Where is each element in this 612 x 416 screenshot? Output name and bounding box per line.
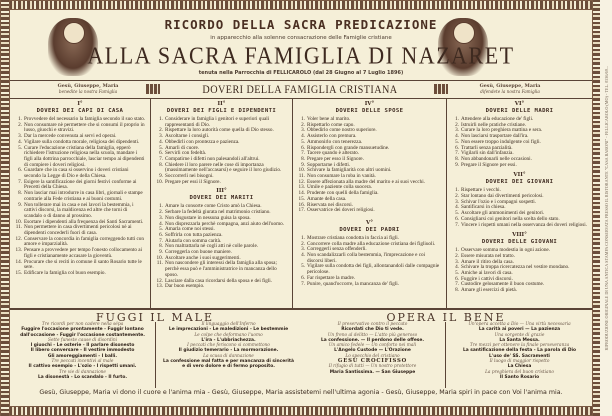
duty-item: Dar la mercede convenuta ai servi ed operai. — [24, 133, 117, 140]
duty-item: Vincere i rispetti umani nella osservanza dei doveri religiosi. — [461, 221, 588, 228]
duty-item: Assisterlo con premura. — [307, 133, 357, 140]
maxim-line: Maria Santissima. — San Giuseppe — [329, 369, 416, 375]
duty-item: Amiche ai lavori di casa. — [461, 270, 513, 277]
duty-item: Ascoltarne i consigli. — [165, 133, 210, 140]
opera-il-bene-title: OPERA IL BENE — [386, 311, 506, 324]
duty-item: Curare l'educazione cristiana della famiglia, epperò richiedere l'istruzione religiosa nella scuola, mandare i figli alla dottrina parrocchiale, lasciar tempo ai dipendenti di compiere i doveri religiosi. — [24, 144, 145, 168]
duty-item: Procurare che si reciti in comune il santo Rosario tutte le sere. — [24, 258, 142, 271]
duty-item: Prudente con quelli della famiglia. — [307, 190, 379, 197]
duty-item: Essere affezionata alla madre del marito e ai suoi vecchi. — [307, 178, 426, 185]
duty-item: Amarli di cuore. — [165, 144, 200, 151]
column-3 — [292, 98, 446, 308]
duty-item: Soffrirla con tutta pazienza. — [165, 231, 223, 238]
duties-list — [297, 236, 442, 287]
duty-item: Mostrare cristiana condotta in faccia ai figli. — [307, 234, 400, 241]
duties-list — [155, 117, 288, 185]
header-title: RICORDO DELLA SACRA PREDICAZIONE — [164, 17, 438, 32]
section-padri — [297, 220, 442, 287]
column-2 — [150, 98, 292, 308]
duty-item: Pregare il Signore per essi. — [461, 161, 517, 168]
maxim-line: Tre peccati incentivi al male — [51, 359, 114, 365]
fuggi-il-male-title: FUGGI IL MALE — [95, 311, 214, 324]
duty-item: Voler bene al marito. — [307, 116, 351, 122]
ornament-icon — [146, 84, 160, 94]
duty-item: Punire, quand'occorre, la mancanza de' figli. — [307, 280, 400, 287]
duty-item: Non tollerare mai in casa e nei lavori la bestemmia, i cattivi discorsi, la maldicenza ed altre che torni di scandalo o di danno al prossimo. — [24, 201, 134, 219]
maxim-line: Il preservativo contro il peccato — [337, 322, 408, 327]
maxim-line: L'Angelo Custode — L'Orazione — [334, 348, 411, 354]
duties-list — [451, 248, 588, 294]
maxim-line: L'ira - L'ubbriachezza. — [201, 337, 256, 343]
duty-item: Trattarli senza parzialità. — [461, 144, 513, 151]
maxim-line: Fuggire l'occasione prontamente - Fuggir lontano — [21, 327, 144, 333]
duty-item: Non permettere in casa divertimenti pericolosi nè ai dipendenti concederli fuori di casa. — [24, 224, 132, 237]
maxim-line: Lo specchio del cristiano — [345, 353, 400, 359]
main-title: ALLA SACRA FAMIGLIA DI NAZARET — [87, 41, 515, 70]
banner-title: DOVERI DELLA FAMIGLIA CRISTIANA — [202, 82, 398, 96]
maxim-line: Un'opera accetta a Dio — Una virtù necessaria — [468, 322, 571, 327]
duty-item: Chiedere il loro parere nelle cose di importanza (massimamente nell'accasarsi) e seguire il loro giudizio. — [165, 161, 282, 174]
bottom-chain-border — [0, 406, 600, 416]
duty-item: Amarla come noi stessi. — [165, 226, 215, 233]
section-number: VIII° — [512, 232, 527, 239]
duty-item: Curare la loro preghiera mattina e sera. — [461, 127, 543, 134]
maxims-col-3 — [300, 322, 445, 388]
duty-item: Osservare somma modestia in ogni azione. — [461, 247, 551, 254]
section-figli-dipendenti — [155, 101, 288, 185]
maxim-line: La preghiera del buon cristiano — [485, 369, 554, 375]
duties-list — [451, 188, 588, 228]
duty-item: Tacere quando è alterato. — [307, 150, 360, 157]
duty-item: Compatirne i difetti non palesandoli all'altrui. — [165, 155, 260, 162]
duty-item: Non consumare la roba in vanità. — [307, 173, 376, 180]
section-number: V° — [365, 219, 374, 226]
duty-item: Vigilarli sin dall'infanzia. — [461, 150, 514, 157]
maxim-line: I peccati che feriscono si commettono — [187, 343, 270, 349]
duty-item: Edificare la famiglia col buon esempio. — [24, 269, 106, 276]
section-mariti — [155, 188, 288, 290]
maxim-line: Tre vie di dannazione — [59, 369, 106, 375]
duty-item: Pregare per esso il Signore. — [307, 155, 364, 162]
section-number: VI° — [514, 101, 525, 107]
duty-item: Non consumare nè permettere che si consumi il proprio in lusso, giuochi e stravizi. — [24, 121, 145, 134]
maxim-line: Le imprecazioni - Le maledizioni - Le bestemmie — [168, 327, 289, 333]
duty-item: Rispettare i vecchi. — [461, 187, 501, 194]
duty-item: Amare la consorte come Cristo amò la Chiesa. — [165, 203, 262, 210]
duty-item: Obbedirli con prontezza e pazienza. — [165, 138, 240, 145]
duty-item: Amare il ritiro della casa. — [461, 258, 514, 265]
maxim-line: Ricordati che Dio ti vede. — [341, 327, 404, 333]
section-title: DOVERI DELLE MADRI — [485, 108, 554, 114]
duty-item: Schivar l'ozio e i compagni sospetti. — [461, 198, 536, 205]
duty-item: Guardare che in casa si osservino i doveri cristiani secondo la Legge di Dio e della Chiesa. — [24, 167, 129, 180]
duty-item: Non maltrattarla nè cogli atti nè colle parole. — [165, 243, 259, 250]
maxim-line: Il libero conversare - Il vestire immodesto — [30, 348, 135, 354]
duty-item: Ascoltare anche i suoi suggerimenti. — [165, 254, 241, 261]
section-number: IV° — [364, 101, 375, 107]
duties-columns — [10, 98, 592, 308]
section-giovani-f — [451, 232, 588, 294]
maxim-line: GESÙ CROCIFISSO — [337, 358, 408, 365]
ornament-icon — [434, 84, 448, 94]
maxim-line: Un amico fedele — Un conforto nei mali — [328, 343, 417, 349]
duty-item: Rispettarlo come capo. — [307, 121, 355, 128]
maxim-line: La carità ai poveri — La pazienza — [478, 327, 561, 333]
maxim-line: Un freno al delitto — L'atto più generoso — [327, 332, 418, 338]
duty-item: Sopportarne i difetti. — [307, 161, 351, 168]
duty-item: Non nascondere gli interessi della famiglia alla sposa; perchè essa può e l'amministratrice in mancanza dello sposo. — [165, 260, 277, 278]
maxims-col-4 — [445, 322, 593, 388]
reproduction-note: RIPRODUZIONE ORIGINALE DI UNA ANTICA STAMPA CONSERVATA PRESSO IL RISTORANTE "CASA BARONI" - FELLICAROLO (MO) - TEL. 0536/69... — [603, 65, 609, 351]
duties-list — [451, 117, 588, 168]
duty-item: Rispondergli con grande mansuetudine. — [307, 144, 390, 151]
duty-item: Aiutarla con somma carità. — [165, 237, 222, 244]
section-banner — [10, 80, 592, 99]
duty-item: Umile e paziente colla suocera. — [307, 184, 372, 191]
duty-item: Amare gli esercizi di pietà. — [461, 287, 518, 294]
section-giovani — [451, 172, 588, 228]
duty-item: Non abbandonarli nelle occasioni. — [461, 155, 532, 162]
duty-item: Pensare a provvedere per tempo l'onesto collocamento ai figli e cristianamente accasare la gioventù. — [24, 247, 143, 259]
duty-item: Non lasciarsi trasportare dall'ira. — [461, 133, 529, 140]
section-title: DOVERI DEI MARITI — [189, 195, 254, 202]
duty-item: Essere misurata nel tratto. — [461, 252, 515, 259]
maxim-line: Tre ricordi per non cadere nella sépa — [41, 322, 124, 327]
section-number: II° — [217, 101, 226, 107]
duty-item: Non disprezzarla perchè compagna, anzi aiuto dell'uomo. — [165, 220, 285, 227]
duty-item: Considerare in famiglia i genitori e superiori quali rappresentanti di Dio. — [165, 116, 270, 128]
maxim-line: La Santa Messa. — [499, 337, 540, 343]
duty-item: Consigliarsi coi genitori nella scelta dello stato. — [461, 215, 560, 222]
section-title: DOVERI DEI PADRI — [339, 226, 400, 233]
reproduction-note-strip — [600, 0, 612, 416]
duty-item: Santificarsi in chiesa. — [461, 204, 506, 211]
section-title: DOVERI DEI GIOVANI — [485, 179, 554, 186]
maxim-line: Il giudizio temerario - La mormorazione. — [178, 348, 279, 354]
duty-item: Far rispettare la madre. — [307, 274, 356, 281]
header — [10, 8, 592, 78]
section-title: DOVERI DELLE SPOSE — [335, 108, 404, 114]
duty-item: Correggerli senza offenderli. — [307, 246, 367, 253]
duty-item: Osservatrice dei doveri religiosi. — [307, 207, 375, 214]
maxims-section — [10, 322, 592, 388]
section-spose — [297, 101, 442, 214]
duty-item: Provvedere del necessario la famiglia secondo il suo stato. — [24, 116, 146, 122]
maxim-line: dall'occasione - Fuggir l'occasione costantemente. — [20, 332, 145, 338]
duty-item: Esortare i dipendenti alla frequenza dei Santi Sacramenti. — [24, 218, 144, 225]
duty-item: Istruirli nelle pratiche cristiane. — [461, 121, 527, 128]
maxim-line: La disonestà - Lo scandalo - Il furto. — [37, 374, 128, 380]
duty-item: Riservata nei discorsi. — [307, 201, 353, 208]
section-capi-di-casa — [14, 101, 146, 277]
duty-item: Pregare per essi il Signore. — [165, 178, 221, 185]
duty-item: Amante della casa. — [307, 195, 347, 202]
duty-item: Obbedirlo come nostro superiore. — [307, 127, 377, 134]
motto-left: Gesù, Giuseppe, Maria benedite la nostra Famiglia — [57, 83, 119, 94]
duty-item: Attendere alla educazione de' figli. — [461, 116, 534, 122]
duty-item: Schivare la troppa ricercatezza nel vestire mondano. — [461, 264, 570, 271]
duties-list — [297, 117, 442, 214]
maxim-line: La Chiesa — [507, 364, 532, 370]
maxim-line: Il cattivo esempio - L'ozio - I rispetti umani. — [28, 364, 137, 370]
column-4 — [446, 98, 592, 308]
duty-item: Concorrere colla madre alla educazione cristiana dei figliuoli. — [307, 240, 436, 247]
duty-item: Lasciare dalla casa ricordarsi della sposa e dei figli. — [165, 277, 273, 284]
duty-item: Custodire gelosamente il buon costume. — [461, 281, 545, 288]
maxim-line: Le colpe che deformano l'uomo — [194, 332, 263, 338]
section-title: DOVERI DEI FIGLI E DIPENDENTI — [166, 108, 277, 114]
duty-item: Non scandalizzarli colla bestemmia, l'imprecazione e coi discorsi liberi. — [307, 252, 426, 264]
location-dates: tenuta nella Parrocchia di FELLICAROLO (dal 28 Giugno al 7 Luglio 1896) — [198, 70, 404, 76]
left-chain-border — [0, 0, 10, 416]
duties-list — [14, 117, 146, 277]
maxim-line: Il Santo Rosario — [499, 374, 540, 380]
maxim-line: Sette funeste cause di disordini — [48, 337, 117, 343]
duty-item: Ascoltare gli ammonimenti dei genitori. — [461, 210, 545, 217]
maxim-line: Tre mezzi per ottenere la finale perseveranza — [469, 343, 570, 349]
duty-item: Serbare la fedeltà giurata nel matrimonio cristiano. — [165, 209, 271, 216]
duty-item: Vigilare sulla condotta morale, religiosa dei dipendenti. — [24, 138, 140, 145]
maxim-line: La confessione. — Il perdono delle offese. — [320, 337, 425, 343]
section-number: I° — [77, 101, 83, 107]
duty-item: Servirli con fedeltà. — [165, 150, 207, 157]
maxim-line: Il linguaggio dell'Inferno — [201, 322, 256, 327]
maxim-line: La scusa di dannazione — [203, 353, 254, 359]
duty-item: Non essere troppo indulgente coi figli. — [461, 138, 541, 145]
maxim-line: La confessione mal fatta e per mancanza di sincerità — [163, 359, 294, 365]
maxim-line: I giuochi - Le osterie - Il parlare disonesto — [30, 343, 135, 349]
duty-item: Esigere la santificazione dei giorni festivi conforme ai Precetti della Chiesa. — [24, 178, 137, 191]
header-subtitle: in apparecchio alla solenne consacrazione delle Famiglie cristiane — [210, 35, 392, 41]
column-1 — [10, 98, 150, 308]
section-number: III° — [216, 188, 227, 195]
motto-right: Gesù, Giuseppe, Maria difendete la nostra Famiglia — [479, 83, 541, 94]
duty-item: Fuggire i cattivi discorsi. — [461, 275, 513, 282]
maxim-line: Una sorgente di grazie — [494, 332, 545, 338]
maxim-line: Gli amoreggiamenti - I balli. — [47, 353, 118, 359]
duty-item: Vigilare sulla condotta dei figli, allontanandoli dalle compagnie pericolose. — [307, 263, 440, 276]
duty-item: Schivare la famigliarità con altri uomini. — [307, 167, 392, 174]
maxims-col-2 — [155, 322, 301, 388]
section-title: DOVERI DELLE GIOVANI — [481, 239, 558, 246]
maxim-line: Il rifugio di tutti — Un nostro protettore — [328, 364, 417, 370]
duty-item: Non disgustare in nessuna guisa la sposa. — [165, 214, 251, 221]
duty-item: Dar buon esempio. — [165, 283, 205, 290]
section-number: VII° — [513, 172, 526, 179]
divider — [10, 308, 592, 310]
duty-item: Rispettare la loro autorità come quella di Dio stesso. — [165, 127, 274, 134]
closing-prayer: Gesù, Giuseppe, Maria vi dono il cuore e l'anima mia - Gesù, Giuseppe, Maria assistetemi nell'ultima agonia - Gesù, Giuseppe, Maria spiri in pace con Voi l'anima mia. — [39, 389, 563, 396]
duties-list — [155, 204, 288, 290]
section-madri — [451, 101, 588, 168]
duty-item: Correggerla con buone maniere. — [165, 249, 232, 256]
duty-item: Non lasciar mai introdurre in casa libri, giornali e stampe contrarie alla Fede cristiana e ai buoni costumi. — [24, 190, 143, 202]
duty-item: Ammonirlo con tenerezza. — [307, 138, 363, 145]
duty-item: Conservare la concordia in famiglia correggendo tutti con amore e imparzialità. — [24, 235, 144, 248]
maxim-line: Il luogo di maggior rispetto — [489, 359, 550, 365]
maxim-line: e di vero dolore e di fermo proposito. — [182, 364, 275, 370]
section-title: DOVERI DEI CAPI DI CASA — [36, 108, 124, 114]
maxim-line: La santificazione della festa - La parola di Dio — [462, 348, 577, 354]
duty-item: Star lontano dai divertimenti pericolosi. — [461, 193, 544, 200]
duty-item: Soccorrerli nei bisogni. — [165, 173, 214, 180]
maxim-line: L'uso de' SS. Sacramenti — [489, 353, 550, 359]
maxims-col-1 — [10, 322, 155, 388]
